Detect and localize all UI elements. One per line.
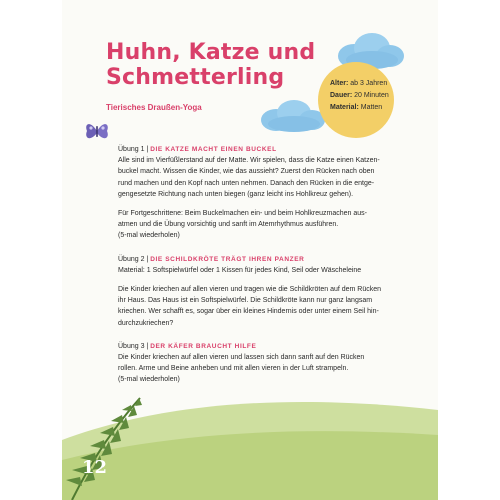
page-subtitle: Tierisches Draußen-Yoga <box>106 103 202 112</box>
exercise-3-paragraph-1: Die Kinder kriechen auf allen vieren und lassen sich dann sanft auf den Rücken rollen. Arme und Beine anheben und mit allen vieren in der Luft strampeln. (5-mal wiederholen) <box>118 354 365 384</box>
info-duration: Dauer: 20 Minuten <box>330 92 389 99</box>
exercise-3-heading: Übung 3 | DER KÄFER BRAUCHT HILFE <box>118 342 257 350</box>
info-material: Material: Matten <box>330 104 383 111</box>
exercise-2-paragraph-1: Die Kinder kriechen auf allen vieren und tragen wie die Schildkröten auf dem Rücken ihr Haus. Das Haus ist ein Softspielwürfel. Die Schildkröte kann nur ganz langsam kriechen. Wer schafft es, sogar über ein kleines Hindernis oder unter einem Seil hin- durchzukriechen? <box>118 286 382 327</box>
exercise-1-paragraph-2: Für Fortgeschrittene: Beim Buckelmachen ein- und beim Hohlkreuzmachen aus- atmen und die Übung vorsichtig und sanft im Atemrhythmus ausführen. (5-mal wiederholen) <box>118 210 368 240</box>
page-title <box>106 40 315 90</box>
title-line-1: Huhn, Katze und <box>106 40 316 65</box>
page-number: 12 <box>82 457 108 478</box>
info-age: Alter: ab 3 Jahren <box>330 80 388 87</box>
butterfly-icon <box>84 118 110 144</box>
exercise-1-paragraph-1: Alle sind im Vierfüßlerstand auf der Matte. Wir spielen, dass die Katze einen Katzen- buckel macht. Wissen die Kinder, wie das aussieht? Zuerst den Rücken nach oben rund machen und den Kopf nach unten nehmen. Danach den Rücken in die entge- gengesetzte Richtung nach unten biegen (ganz leicht ins Hohlkreuz gehen). <box>118 157 380 198</box>
exercise-content <box>118 144 418 386</box>
exercise-1-heading: Übung 1 | DIE KATZE MACHT EINEN BUCKEL <box>118 146 277 153</box>
exercise-2-heading: Übung 2 | DIE SCHILDKRÖTE TRÄGT IHREN PANZER <box>118 255 305 263</box>
info-box <box>330 78 389 114</box>
exercise-2-material: Material: 1 Softspielwürfel oder 1 Kissen für jedes Kind, Seil oder Wäscheleine <box>118 266 362 274</box>
fern-icon <box>62 390 152 500</box>
title-line-2: Schmetterling <box>106 65 285 90</box>
book-page <box>62 0 438 500</box>
